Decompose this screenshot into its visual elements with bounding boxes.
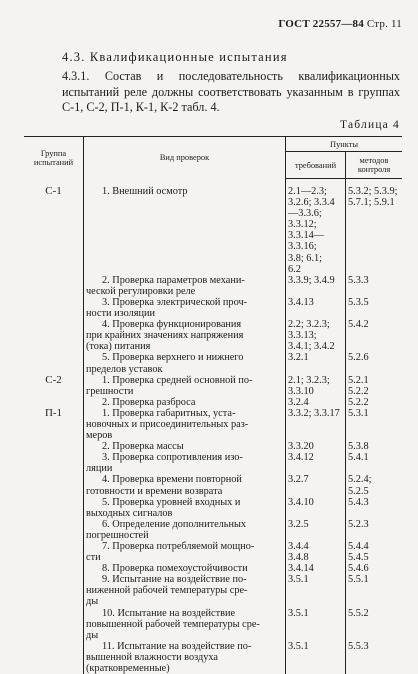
kind-cell xyxy=(84,519,286,541)
methods-cell-line: 5.7.1; 5.9.1 xyxy=(348,197,400,208)
kind-cell-line: 3. Проверка электрической проч- xyxy=(86,297,283,308)
kind-cell-line: 2. Проверка разброса xyxy=(86,397,283,408)
methods-cell-line: 5.3.1 xyxy=(348,408,400,419)
requirements-cell-line: 3.8; 6.1; xyxy=(288,253,343,264)
kind-cell xyxy=(84,452,286,474)
methods-cell xyxy=(346,397,403,408)
kind-cell-line: 5. Проверка уровней входных и xyxy=(86,497,283,508)
methods-cell-line: 5.2.5 xyxy=(348,486,400,497)
kind-cell-line: 6. Определение дополнительных xyxy=(86,519,283,530)
methods-cell-line: 5.2.1 xyxy=(348,375,400,386)
kind-cell xyxy=(84,297,286,319)
kind-cell-line: (тока) питания xyxy=(86,341,283,352)
requirements-cell xyxy=(286,563,346,574)
group-cell xyxy=(24,574,84,607)
kind-cell xyxy=(84,608,286,641)
methods-cell xyxy=(346,474,403,496)
table-body xyxy=(24,179,402,674)
kind-cell xyxy=(84,574,286,607)
header-requirements: требований xyxy=(286,152,346,179)
kind-cell-line: 1. Проверка габаритных, уста- xyxy=(86,408,283,419)
kind-cell-line: погрешностей xyxy=(86,530,283,541)
kind-cell-line: 8. Проверка помехоустойчивости xyxy=(86,563,283,574)
methods-cell xyxy=(346,352,403,374)
requirements-cell-line: 3.3.10 xyxy=(288,386,343,397)
methods-cell xyxy=(346,408,403,441)
methods-cell xyxy=(346,541,403,563)
requirements-cell-line: 2.2; 3.2.3; xyxy=(288,319,343,330)
table-row xyxy=(24,608,402,641)
table-row xyxy=(24,574,402,607)
requirements-cell-line: 3.4.12 xyxy=(288,452,343,463)
kind-cell xyxy=(84,441,286,452)
kind-cell-line: повышенной рабочей температуры сре- xyxy=(86,619,283,630)
table-row xyxy=(24,352,402,374)
kind-cell xyxy=(84,319,286,352)
methods-cell-line: 5.2.3 xyxy=(348,519,400,530)
requirements-cell xyxy=(286,541,346,563)
methods-cell-line: 5.3.2; 5.3.9; xyxy=(348,186,400,197)
kind-cell-line: 9. Испытание на воздействие по- xyxy=(86,574,283,585)
kind-cell-line: при крайних значениях напряжения xyxy=(86,330,283,341)
kind-cell xyxy=(84,563,286,574)
methods-cell xyxy=(346,319,403,352)
methods-cell-line: 5.3.8 xyxy=(348,441,400,452)
requirements-cell-line: 3.3.12; xyxy=(288,219,343,230)
requirements-cell xyxy=(286,641,346,674)
requirements-cell xyxy=(286,452,346,474)
requirements-cell-line: 6.2 xyxy=(288,264,343,275)
group-cell xyxy=(24,519,84,541)
requirements-cell xyxy=(286,297,346,319)
methods-cell-line: 5.4.1 xyxy=(348,452,400,463)
section-heading: 4.3. Квалификационные испытания xyxy=(62,50,288,65)
methods-cell xyxy=(346,375,403,397)
table-row xyxy=(24,375,402,397)
table-row xyxy=(24,452,402,474)
kind-cell-line: 4. Проверка времени повторной xyxy=(86,474,283,485)
table-row xyxy=(24,397,402,408)
group-cell xyxy=(24,563,84,574)
requirements-cell-line: 3.2.1 xyxy=(288,352,343,363)
kind-cell-line: 2. Проверка параметров механи- xyxy=(86,275,283,286)
requirements-cell-line: 3.2.4 xyxy=(288,397,343,408)
requirements-cell xyxy=(286,375,346,397)
header-kind: Вид проверок xyxy=(84,137,286,179)
requirements-cell-line: 3.4.14 xyxy=(288,563,343,574)
kind-cell-line: ды xyxy=(86,630,283,641)
table-row xyxy=(24,408,402,441)
requirements-cell-line: 3.3.14— xyxy=(288,230,343,241)
methods-cell xyxy=(346,297,403,319)
requirements-cell-line: 3.4.10 xyxy=(288,497,343,508)
methods-cell-line: 5.4.5 xyxy=(348,552,400,563)
requirements-cell-line: 3.3.13; xyxy=(288,330,343,341)
methods-cell xyxy=(346,608,403,641)
group-cell xyxy=(24,452,84,474)
kind-cell-line: 1. Внешний осмотр xyxy=(86,186,283,197)
kind-cell-line: 4. Проверка функционирования xyxy=(86,319,283,330)
requirements-cell-line: —3.3.6; xyxy=(288,208,343,219)
kind-cell-line: ниженной рабочей температуры сре- xyxy=(86,585,283,596)
requirements-cell xyxy=(286,408,346,441)
group-cell: П-1 xyxy=(24,408,84,441)
requirements-cell xyxy=(286,519,346,541)
kind-cell xyxy=(84,352,286,374)
methods-cell-line: 5.2.6 xyxy=(348,352,400,363)
methods-cell-line: 5.4.4 xyxy=(348,541,400,552)
kind-cell-line: ды xyxy=(86,596,283,607)
requirements-cell-line: 3.3.2; 3.3.17 xyxy=(288,408,343,419)
kind-cell-line: 11. Испытание на воздействие по- xyxy=(86,641,283,652)
requirements-cell-line: 3.5.1 xyxy=(288,574,343,585)
kind-cell xyxy=(84,641,286,674)
kind-cell xyxy=(84,474,286,496)
requirements-cell xyxy=(286,319,346,352)
kind-cell-line: новочных и присоединительных раз- xyxy=(86,419,283,430)
methods-cell-line: 5.2.4; xyxy=(348,474,400,485)
requirements-cell-line: 3.4.13 xyxy=(288,297,343,308)
kind-cell xyxy=(84,397,286,408)
group-cell xyxy=(24,275,84,297)
header-points: Пункты xyxy=(286,137,403,152)
group-cell: С-2 xyxy=(24,375,84,397)
kind-cell-line: пределов уставок xyxy=(86,364,283,375)
table-row xyxy=(24,297,402,319)
requirements-cell-line: 3.4.1; 3.4.2 xyxy=(288,341,343,352)
methods-cell-line: 5.4.3 xyxy=(348,497,400,508)
kind-cell-line: ческой регулировки реле xyxy=(86,286,283,297)
requirements-cell-line: 2.1; 3.2.3; xyxy=(288,375,343,386)
requirements-cell-line: 3.3.9; 3.4.9 xyxy=(288,275,343,286)
kind-cell-line: 3. Проверка сопротивления изо- xyxy=(86,452,283,463)
kind-cell-line: ляции xyxy=(86,463,283,474)
kind-cell-line: ности изоляции xyxy=(86,308,283,319)
test-table xyxy=(24,136,402,674)
table-row xyxy=(24,563,402,574)
table-row xyxy=(24,179,402,275)
table-row xyxy=(24,474,402,496)
methods-cell xyxy=(346,452,403,474)
kind-cell xyxy=(84,408,286,441)
methods-cell xyxy=(346,574,403,607)
methods-cell xyxy=(346,441,403,452)
requirements-cell-line: 3.2.6; 3.3.4 xyxy=(288,197,343,208)
requirements-cell-line: 3.3.20 xyxy=(288,441,343,452)
kind-cell xyxy=(84,275,286,297)
kind-cell-line: 1. Проверка средней основной по- xyxy=(86,375,283,386)
kind-cell-line: сти xyxy=(86,552,283,563)
requirements-cell xyxy=(286,608,346,641)
paragraph-text: 4.3.1. Состав и последовательность квалификационных испытаний реле должны соответствовать указанным в группах С-1, С-2, П-1, К-1, К-2 табл. 4. xyxy=(62,69,400,116)
requirements-cell xyxy=(286,474,346,496)
requirements-cell xyxy=(286,179,346,275)
section-paragraph xyxy=(62,69,400,116)
table-row xyxy=(24,519,402,541)
requirements-cell-line: 2.1—2.3; xyxy=(288,186,343,197)
methods-cell xyxy=(346,275,403,297)
requirements-cell-line: 3.5.1 xyxy=(288,608,343,619)
kind-cell-line: готовности и времени возврата xyxy=(86,486,283,497)
kind-cell xyxy=(84,497,286,519)
group-cell xyxy=(24,541,84,563)
requirements-cell xyxy=(286,275,346,297)
group-cell xyxy=(24,297,84,319)
methods-cell-line: 5.4.6 xyxy=(348,563,400,574)
group-cell xyxy=(24,608,84,641)
methods-cell xyxy=(346,179,403,275)
methods-cell xyxy=(346,497,403,519)
methods-cell-line: 5.5.2 xyxy=(348,608,400,619)
requirements-cell-line: 3.3.16; xyxy=(288,241,343,252)
requirements-cell xyxy=(286,574,346,607)
group-cell xyxy=(24,319,84,352)
standard-number: ГОСТ 22557—84 xyxy=(278,18,364,30)
methods-cell xyxy=(346,519,403,541)
requirements-cell xyxy=(286,352,346,374)
methods-cell-line: 5.2.2 xyxy=(348,397,400,408)
requirements-cell xyxy=(286,497,346,519)
requirements-cell xyxy=(286,441,346,452)
methods-cell-line: 5.3.3 xyxy=(348,275,400,286)
methods-cell xyxy=(346,563,403,574)
table-row xyxy=(24,441,402,452)
table-row xyxy=(24,497,402,519)
page-number: Стр. 11 xyxy=(367,18,402,30)
table-row xyxy=(24,541,402,563)
methods-cell xyxy=(346,641,403,674)
group-cell xyxy=(24,352,84,374)
kind-cell-line: (кратковременные) xyxy=(86,663,283,674)
group-cell xyxy=(24,441,84,452)
methods-cell-line: 5.3.5 xyxy=(348,297,400,308)
table-row xyxy=(24,319,402,352)
kind-cell xyxy=(84,179,286,275)
group-cell xyxy=(24,497,84,519)
table-label: Таблица 4 xyxy=(340,119,400,131)
kind-cell-line: вышенной влажности воздуха xyxy=(86,652,283,663)
table-row xyxy=(24,275,402,297)
requirements-cell-line: 3.4.8 xyxy=(288,552,343,563)
group-cell xyxy=(24,474,84,496)
methods-cell-line: 5.5.1 xyxy=(348,574,400,585)
methods-cell-line: 5.5.3 xyxy=(348,641,400,652)
header-group: Группа испытаний xyxy=(24,137,84,179)
kind-cell-line: 7. Проверка потребляемой мощно- xyxy=(86,541,283,552)
kind-cell-line: 10. Испытание на воздействие xyxy=(86,608,283,619)
methods-cell-line: 5.4.2 xyxy=(348,319,400,330)
requirements-cell-line: 3.4.4 xyxy=(288,541,343,552)
kind-cell-line: 2. Проверка массы xyxy=(86,441,283,452)
requirements-cell-line: 3.2.5 xyxy=(288,519,343,530)
requirements-cell xyxy=(286,397,346,408)
kind-cell-line: меров xyxy=(86,430,283,441)
requirements-cell-line: 3.5.1 xyxy=(288,641,343,652)
group-cell: С-1 xyxy=(24,179,84,275)
table-row xyxy=(24,641,402,674)
requirements-cell-line: 3.2.7 xyxy=(288,474,343,485)
page-header xyxy=(278,18,402,30)
group-cell xyxy=(24,641,84,674)
kind-cell-line: выходных сигналов xyxy=(86,508,283,519)
kind-cell-line: 5. Проверка верхнего и нижнего xyxy=(86,352,283,363)
methods-cell-line: 5.2.2 xyxy=(348,386,400,397)
kind-cell xyxy=(84,375,286,397)
header-methods: методов контроля xyxy=(346,152,403,179)
kind-cell xyxy=(84,541,286,563)
kind-cell-line: грешности xyxy=(86,386,283,397)
